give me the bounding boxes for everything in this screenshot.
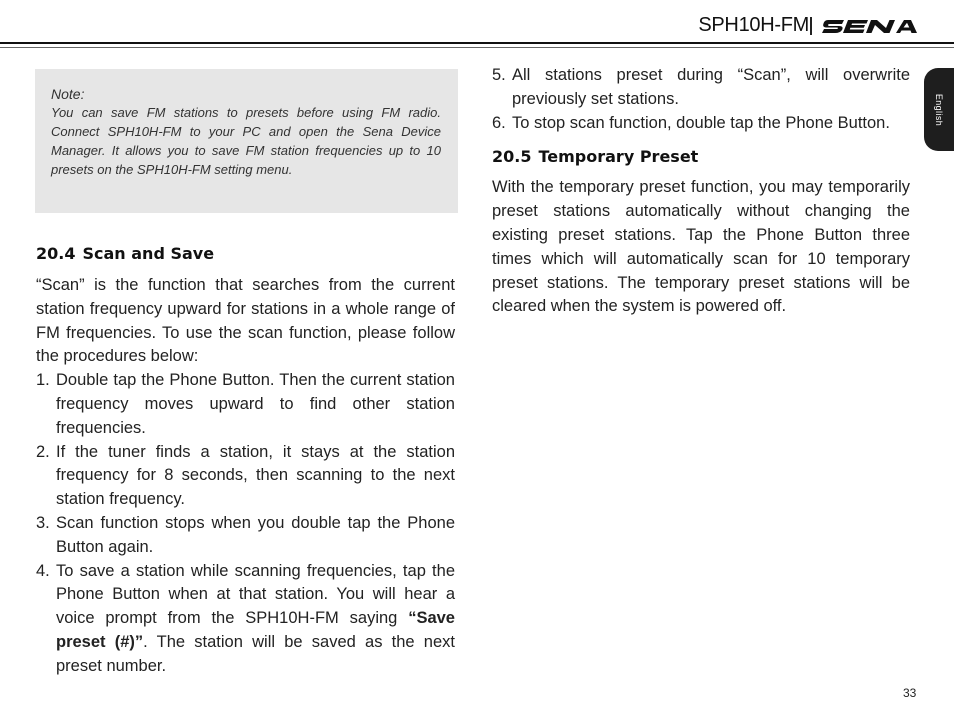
list-item-number: 3. bbox=[36, 513, 50, 532]
voice-prompt-text: “Save preset (#)” bbox=[56, 609, 455, 651]
temporary-preset-paragraph: With the temporary preset function, you may temporarily preset stations automatically without changing the existing preset stations. Tap the Phone Button three times which will automatically scan for 10 temporary preset stations. The temporary preset stations will be cleared when the system is powered off. bbox=[492, 178, 910, 316]
header-rule-thin bbox=[0, 47, 954, 48]
scan-intro-paragraph: “Scan” is the function that searches from the current station frequency upward for stations in a whole range of FM frequencies. To use the scan function, please follow the procedures below: bbox=[36, 276, 455, 366]
list-item bbox=[492, 64, 910, 112]
note-box bbox=[35, 69, 458, 213]
section-title: Scan and Save bbox=[82, 244, 215, 263]
list-item bbox=[36, 560, 455, 679]
list-item-number: 1. bbox=[36, 371, 50, 390]
list-item bbox=[36, 369, 455, 440]
list-item-number: 5. bbox=[492, 66, 506, 84]
left-column bbox=[36, 244, 455, 679]
list-item-number: 6. bbox=[492, 113, 506, 132]
list-item bbox=[36, 512, 455, 560]
header-separator bbox=[810, 17, 812, 35]
list-item bbox=[492, 112, 910, 136]
list-item-number: 4. bbox=[36, 561, 50, 580]
language-tab-label: English bbox=[934, 93, 944, 126]
sena-logo bbox=[822, 18, 918, 34]
list-item-text: Scan function stops when you double tap the Phone Button again. bbox=[56, 513, 455, 556]
list-item-text: If the tuner finds a station, it stays at the station frequency for 8 seconds, then scanning to the next station frequency. bbox=[56, 442, 455, 509]
right-column bbox=[492, 64, 910, 319]
section-title: Temporary Preset bbox=[538, 147, 699, 167]
list-item-text: Double tap the Phone Button. Then the current station frequency moves upward to find other station frequencies. bbox=[56, 371, 455, 437]
note-text: You can save FM stations to presets before using FM radio. Connect SPH10H-FM to your PC and open the Sena Device Manager. It allows you to save FM station frequencies up to 10 presets on the SPH10H-FM setting menu. bbox=[51, 105, 441, 177]
list-item-number: 2. bbox=[36, 442, 50, 461]
list-item bbox=[36, 441, 455, 512]
section-20-4-heading bbox=[36, 244, 455, 264]
note-title: Note: bbox=[51, 86, 85, 102]
header-rule-thick bbox=[0, 42, 954, 44]
list-item-text-after: . The station will be saved as the next preset number. bbox=[56, 632, 455, 675]
section-20-5-heading bbox=[492, 147, 910, 167]
header-model-name: SPH10H-FM bbox=[698, 14, 809, 36]
list-item-text: To stop scan function, double tap the Phone Button. bbox=[512, 113, 890, 132]
list-item-text: To save a station while scanning frequencies, tap the Phone Button when at that station. You will hear a voice prompt from the SPH10H-FM saying bbox=[56, 561, 455, 628]
section-number: 20.5 bbox=[492, 147, 532, 167]
page-number: 33 bbox=[903, 686, 917, 700]
language-tab bbox=[924, 68, 954, 151]
section-number: 20.4 bbox=[36, 244, 76, 263]
list-item-text: All stations preset during “Scan”, will overwrite previously set stations. bbox=[512, 66, 910, 108]
